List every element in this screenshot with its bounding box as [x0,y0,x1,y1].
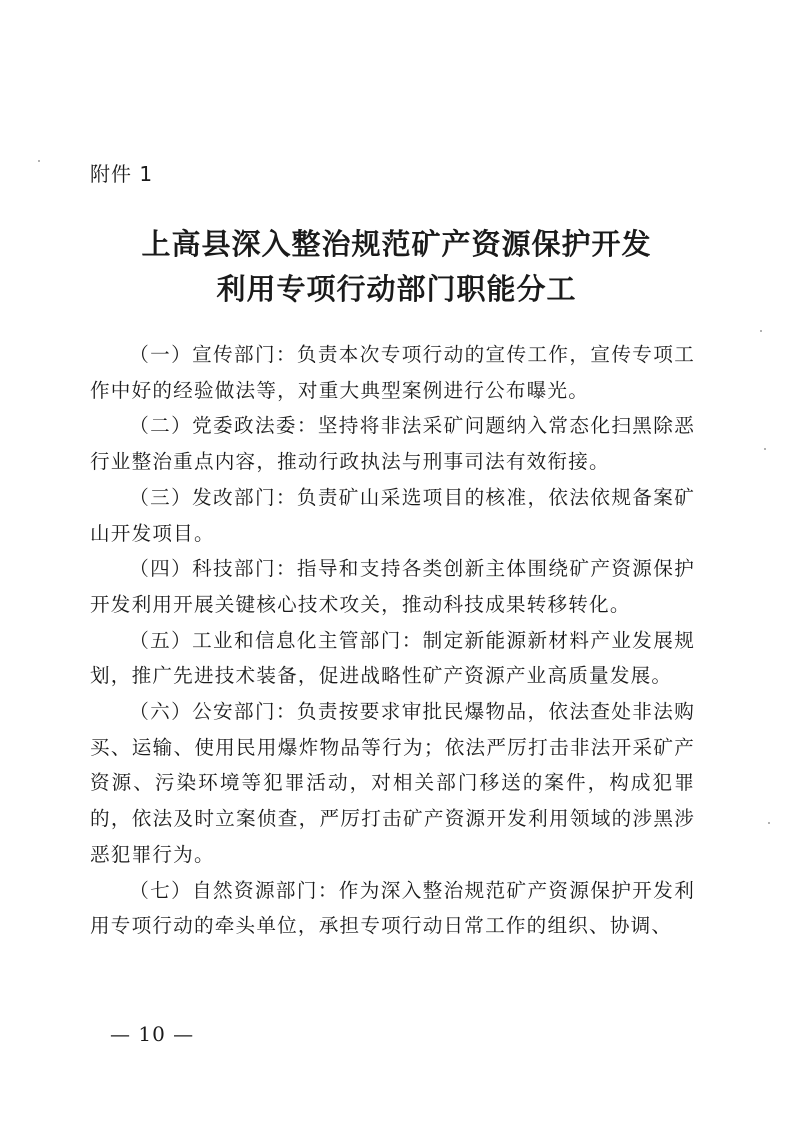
document-title-line-1: 上高县深入整治规范矿产资源保护开发 [141,227,652,261]
page-number: — 10 — [110,1022,195,1046]
scan-speck [760,330,762,332]
paragraph-natural-resources-dept: （七）自然资源部门：作为深入整治规范矿产资源保护开发利用专项行动的牵头单位，承担专项行动日常工作的组织、协调、 [90,878,695,938]
scan-speck [764,448,766,450]
scan-speck [38,160,40,162]
paragraph-political-legal-committee: （二）党委政法委：坚持将非法采矿问题纳入常态化扫黑除恶行业整治重点内容，推动行政执法与刑事司法有效衔接。 [90,414,695,474]
document-body [90,337,695,944]
paragraph-publicity-dept: （一）宣传部门：负责本次专项行动的宣传工作，宣传专项工作中好的经验做法等，对重大典型案例进行公布曝光。 [90,343,695,402]
paragraph-science-tech-dept: （四）科技部门：指导和支持各类创新主体围绕矿产资源保护开发利用开展关键核心技术攻关，推动科技成果转移转化。 [90,557,695,616]
paragraph-development-reform-dept: （三）发改部门：负责矿山采选项目的核准，依法依规备案矿山开发项目。 [90,485,695,545]
document-title-line-2: 利用专项行动部门职能分工 [216,272,577,306]
paragraph-industry-it-dept: （五）工业和信息化主管部门：制定新能源新材料产业发展规划，推广先进技术装备，促进战略性矿产资源产业高质量发展。 [90,628,695,688]
attachment-label: 附件 1 [90,162,154,186]
paragraph-public-security-dept: （六）公安部门：负责按要求审批民爆物品，依法查处非法购买、运输、使用民用爆炸物品等行为；依法严厉打击非法开采矿产资源、污染环境等犯罪活动，对相关部门移送的案件，构成犯罪的，依法及时立案侦查，严厉打击矿产资源开发利用领域的涉黑涉恶犯罪行为。 [90,700,695,866]
scan-speck [768,822,770,824]
